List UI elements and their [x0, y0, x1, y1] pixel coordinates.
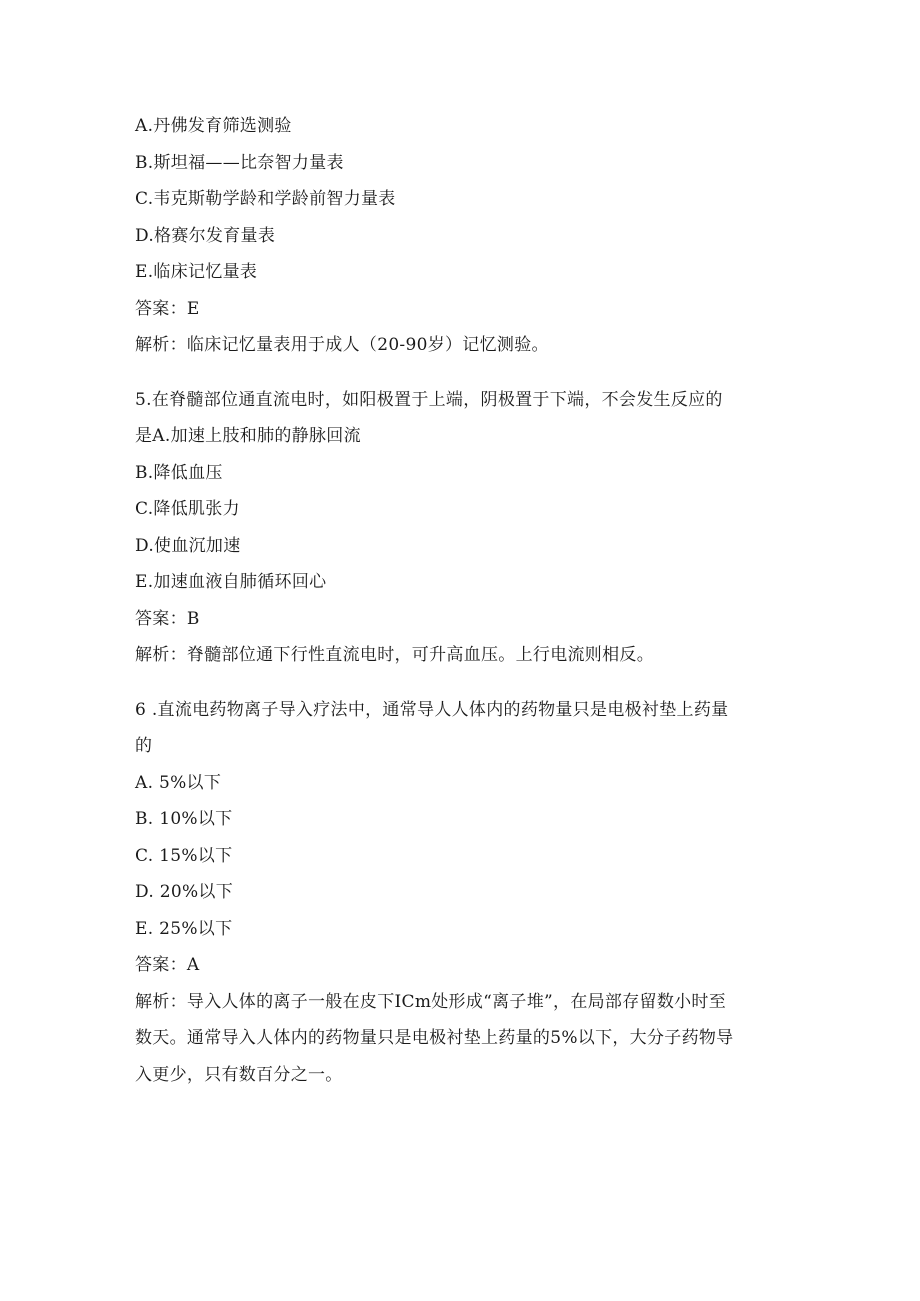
option-a: A. 5%以下 — [135, 772, 222, 793]
answer: 答案：E — [135, 298, 200, 319]
question-stem-line2: 的 — [135, 736, 153, 756]
question-6-block — [135, 692, 795, 1094]
question-4-block — [135, 108, 795, 364]
document-page — [135, 108, 795, 1093]
analysis: 解析：临床记忆量表用于成人（20-90岁）记忆测验。 — [135, 335, 549, 355]
analysis-line3: 入更少，只有数百分之一。 — [135, 1064, 343, 1085]
option-e: E. 25%以下 — [135, 918, 233, 939]
option-c: C.降低肌张力 — [135, 499, 240, 519]
option-a: A.丹佛发育筛选测验 — [135, 116, 292, 136]
option-b: B.斯坦福——比奈智力量表 — [135, 152, 344, 173]
question-5-block — [135, 382, 795, 674]
option-e: E.加速血液自肺循环回心 — [135, 572, 327, 592]
analysis-line1: 解析：导入人体的离子一般在皮下ICm处形成“离子堆”，在局部存留数小时至 — [135, 991, 727, 1012]
option-b: B. 10%以下 — [135, 809, 233, 829]
answer: 答案：B — [135, 608, 200, 629]
option-c: C. 15%以下 — [135, 845, 233, 866]
spacer — [135, 674, 795, 692]
question-stem-line1: 5.在脊髓部位通直流电时，如阳极置于上端，阴极置于下端，不会发生反应的 — [135, 389, 723, 410]
option-b: B.降低血压 — [135, 462, 223, 483]
option-e: E.临床记忆量表 — [135, 262, 258, 282]
question-stem-line2: 是A.加速上肢和肺的静脉回流 — [135, 426, 361, 446]
analysis-line2: 数天。通常导入人体内的药物量只是电极衬垫上药量的5%以下，大分子药物导 — [135, 1028, 734, 1048]
option-d: D. 20%以下 — [135, 882, 234, 902]
question-stem-line1: 6 .直流电药物离子导入疗法中，通常导人人体内的药物量只是电极衬垫上药量 — [135, 699, 729, 720]
answer: 答案：A — [135, 955, 200, 975]
analysis: 解析：脊髓部位通下行性直流电时，可升高血压。上行电流则相反。 — [135, 645, 654, 665]
spacer — [135, 364, 795, 382]
option-d: D.格赛尔发育量表 — [135, 225, 276, 246]
option-c: C.韦克斯勒学龄和学龄前智力量表 — [135, 189, 396, 209]
option-d: D.使血沉加速 — [135, 535, 241, 556]
